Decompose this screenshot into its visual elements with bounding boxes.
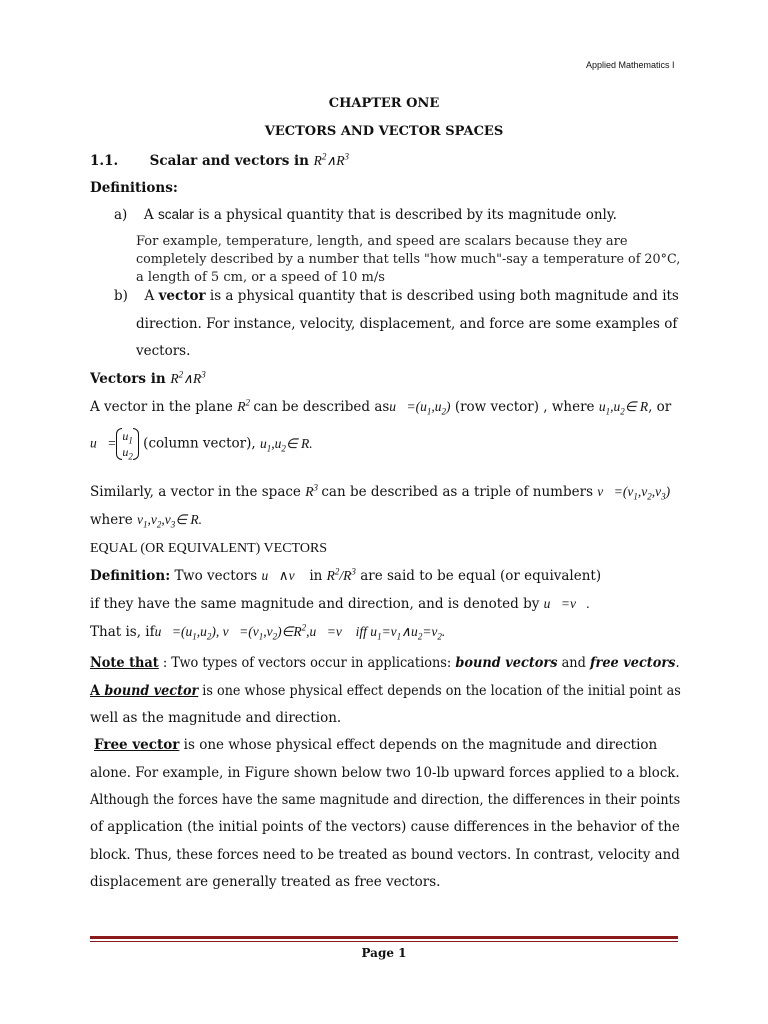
vector-definition-text-2: direction. For instance, velocity, displacement, and force are some examples of — [136, 316, 678, 332]
text-def-2: in — [309, 568, 323, 584]
list-marker: b) — [114, 288, 128, 304]
term-scalar: scalar — [157, 207, 194, 222]
free-vector-text-5: block. Thus, these forces need to be treated as bound vectors. In contrast, velocity and — [90, 847, 680, 863]
text-that-is: That is, if — [90, 624, 155, 640]
text-a: A — [90, 683, 100, 699]
definitions-heading: Definitions: — [90, 180, 178, 196]
math-equality-condition: $u⃗=(u_1,u_2)$, $v⃗=(v_1,v_2)\in R^2,u⃗=v⃗$ iff $u_1=v_1\wedge u_2=v_2$. — [154, 622, 446, 642]
math-r2-and-r3: $R^2\wedge R^3$ — [313, 151, 350, 168]
math-r3: $R^3$ — [305, 482, 318, 499]
math-triple-vector: $v⃗=(v_1,v_2,v_3)$ — [597, 484, 671, 502]
free-vector-text-3: Although the forces have the same magnitude and direction, the differences in their points — [90, 792, 681, 808]
equal-definition-line-2 — [90, 594, 590, 614]
vector-definition-text-1: is a physical quantity that is described using both magnitude and its — [209, 288, 679, 304]
scalar-example-line-2: completely described by a number that tells "how much"-say a temperature of 20°C, — [136, 252, 681, 267]
text-a: A — [144, 288, 155, 304]
definition-vector — [114, 286, 679, 306]
scalar-definition-text: is a physical quantity that is described by its magnitude only. — [198, 207, 617, 223]
bound-vector-line-1 — [90, 681, 681, 701]
section-heading — [90, 151, 349, 171]
scalar-example-line-1: For example, temperature, length, and speed are scalars because they are — [136, 234, 628, 249]
running-header: Applied Mathematics I — [586, 60, 675, 70]
note-bound-vectors: bound vectors — [455, 655, 558, 671]
note-line — [90, 653, 680, 673]
plane-vector-line — [90, 397, 671, 417]
note-label: Note that — [90, 655, 159, 671]
chapter-number: CHAPTER ONE — [328, 96, 440, 111]
term-vector: vector — [158, 288, 206, 304]
text-plane-1: A vector in the plane — [90, 399, 233, 415]
vectors-in-label: Vectors in — [90, 371, 166, 387]
text-or: , or — [648, 399, 672, 415]
math-u-and-v: u⃗∧v⃗ — [261, 568, 306, 583]
column-vector-matrix: $u_1$ $u_2$ — [116, 428, 139, 460]
section-number: 1.1. — [90, 153, 119, 169]
note-text: : Two types of vectors occur in applications: — [162, 655, 452, 671]
bound-vector-term-text: bound vector — [104, 683, 199, 699]
math-row-vector: $u⃗=(u_1,u_2)$ — [389, 399, 451, 417]
footer-rule-thick — [90, 936, 678, 939]
definition-scalar — [114, 205, 617, 225]
text-where: where — [90, 512, 133, 528]
that-is-line — [90, 622, 445, 642]
definition-label: Definition: — [90, 568, 171, 584]
math-u1-u2-in-r: $u_1,u_2\in$ R — [598, 399, 649, 417]
note-free-vectors: free vectors — [589, 655, 676, 671]
where-line — [90, 510, 202, 530]
free-vector-text-6: displacement are generally treated as free vectors. — [90, 874, 441, 890]
math-u-equals-v: u⃗=v⃗. — [543, 596, 590, 611]
page-number: Page 1 — [361, 946, 407, 960]
bound-vector-term — [90, 683, 198, 699]
bound-vector-text-2: well as the magnitude and direction. — [90, 710, 342, 726]
text-column-vector: (column vector), — [143, 435, 256, 452]
text-def-line2: if they have the same magnitude and direction, and is denoted by — [90, 596, 540, 612]
math-r2-and-r3: $R^2\wedge R^3$ — [170, 369, 206, 386]
math-v-components-in-r: $v_1,v_2,v_3\in$ R. — [136, 512, 202, 530]
free-vector-text-2: alone. For example, in Figure shown below two 10-lb upward forces applied to a block. — [90, 765, 680, 781]
text-def-3: are said to be equal (or equivalent) — [360, 568, 602, 584]
math-u-equals: u⃗= — [90, 435, 117, 451]
note-period: . — [675, 655, 680, 671]
free-vector-line-1 — [94, 735, 657, 755]
vector-definition-text-3: vectors. — [136, 343, 191, 359]
section-title: Scalar and vectors in — [149, 153, 309, 169]
bound-vector-text-1: is one whose physical effect depends on the location of the initial point as — [202, 683, 681, 699]
text-a: A — [143, 207, 154, 223]
equal-definition-line-1 — [90, 566, 601, 586]
text-row-vector: (row vector) , where — [454, 399, 595, 415]
footer-rule-thin — [90, 941, 678, 942]
chapter-title: VECTORS AND VECTOR SPACES — [264, 124, 504, 139]
free-vector-text-4: of application (the initial points of the vectors) cause differences in the behavior of the — [90, 819, 680, 835]
text-space-1: Similarly, a vector in the space — [90, 484, 301, 500]
list-marker: a) — [114, 207, 128, 223]
note-and: and — [561, 655, 586, 671]
text-plane-2: can be described as — [253, 399, 390, 415]
scalar-example-line-3: a length of 5 cm, or a speed of 10 m/s — [136, 270, 385, 285]
vectors-in-heading — [90, 369, 206, 389]
text-def-1: Two vectors — [174, 568, 258, 584]
math-u1-u2-in-r: $u_1,u_2\in$ R. — [259, 435, 313, 454]
math-r2: $R^2$ — [237, 397, 250, 414]
free-vector-text-1: is one whose physical effect depends on the magnitude and direction — [183, 737, 658, 753]
equal-vectors-heading: EQUAL (OR EQUIVALENT) VECTORS — [90, 541, 328, 556]
column-vector-line — [90, 428, 313, 460]
free-vector-term: Free vector — [94, 737, 180, 753]
math-r2-slash-r3: $R^2/R^3$ — [326, 566, 356, 583]
text-space-2: can be described as a triple of numbers — [321, 484, 593, 500]
space-vector-line — [90, 482, 670, 502]
